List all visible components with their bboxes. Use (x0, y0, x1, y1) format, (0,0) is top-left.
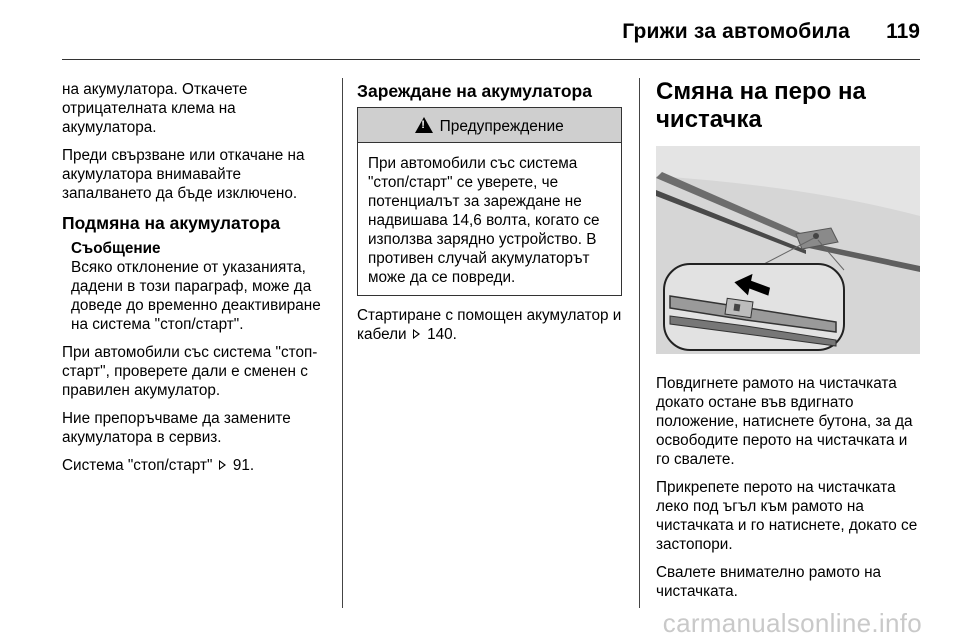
note-body: Всяко отклонение от указанията, дадени в този параграф, може да доведе до временно деактивиране на система "стоп/старт". (71, 259, 321, 333)
section-heading: Зареждане на акумулатора (357, 81, 592, 101)
page-reference-link[interactable]: 140. (427, 326, 457, 343)
wiper-blade-drawing (656, 146, 920, 354)
warning-triangle-icon (415, 117, 433, 133)
warning-header (358, 108, 621, 143)
paragraph (357, 306, 622, 344)
column-1 (62, 80, 332, 484)
paragraph: При автомобили със система "стоп-старт", проверете дали е сменен с правилен акумулатор. (62, 344, 318, 399)
warning-title: Предупреждение (439, 118, 564, 135)
page-number: 119 (886, 20, 920, 43)
wiper-blade-illustration (656, 146, 920, 354)
paragraph: Ние препоръчваме да замените акумулатора в сервиз. (62, 410, 291, 446)
warning-body: При автомобили със система "стоп/старт" се уверете, че потенциалът за зареждане не надвишава 14,6 волта, когато се използва зарядно устройство. В противен случай акумулаторът може да се повреди. (368, 155, 600, 286)
paragraph (62, 456, 332, 475)
paragraph-text: Система "стоп/старт" (62, 457, 213, 474)
page-title: Грижи за автомобила (622, 20, 850, 43)
header-divider (62, 59, 920, 60)
column-divider-2 (639, 78, 640, 608)
column-divider-1 (342, 78, 343, 608)
paragraph: на акумулатора. Откачете отрицателната клема на акумулатора. (62, 81, 248, 136)
watermark: carmanualsonline.info (662, 608, 922, 638)
page-reference-icon (219, 460, 226, 470)
section-heading: Смяна на перо на чистачка (656, 78, 866, 133)
paragraph: Преди свързване или откачане на акумулатора внимавайте запалването да бъде изключено. (62, 147, 305, 202)
note-block (71, 239, 332, 334)
page-reference-icon (413, 329, 420, 339)
section-heading: Подмяна на акумулатора (62, 213, 281, 233)
paragraph: Свалете внимателно рамото на чистачката. (656, 564, 882, 600)
page-header (62, 0, 920, 58)
column-3 (656, 80, 920, 610)
note-title: Съобщение (71, 240, 161, 257)
paragraph: Прикрепете перото на чистачката леко под ъгъл към рамото на чистачката и го натиснете, докато се застопори. (656, 479, 918, 553)
column-2 (357, 80, 622, 353)
warning-box (357, 107, 622, 296)
paragraph: Повдигнете рамото на чистачката докато остане във вдигнато положение, натиснете бутона, за да освободите перото на чистачката и го свалете. (656, 375, 913, 468)
paragraph-text: Стартиране с помощен акумулатор и кабели (357, 307, 622, 343)
page-reference-link[interactable]: 91. (232, 457, 255, 474)
